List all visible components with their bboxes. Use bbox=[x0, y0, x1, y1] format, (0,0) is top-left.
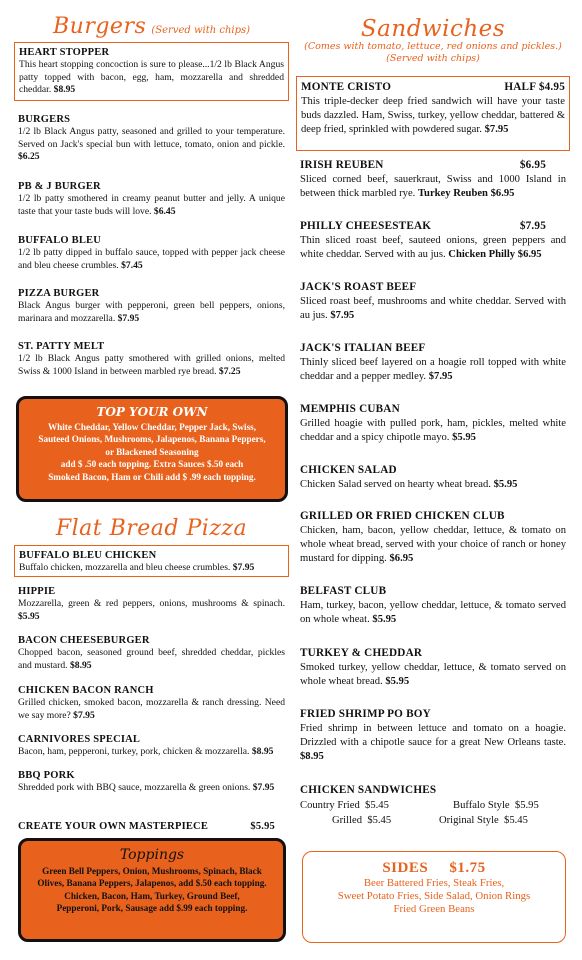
sandwiches-title: Sandwiches bbox=[360, 16, 506, 42]
item-price: $7.95 bbox=[428, 371, 453, 382]
item-name: CREATE YOUR OWN MASTERPIECE bbox=[18, 821, 209, 832]
menu-item bbox=[296, 646, 570, 689]
chicken-option: Buffalo Style $5.95 bbox=[453, 800, 539, 811]
item-name: GRILLED OR FRIED CHICKEN CLUB bbox=[300, 510, 505, 522]
item-price: $5.95 bbox=[385, 676, 410, 687]
item-desc: Chopped bacon, seasoned ground beef, shredded cheddar, pickles and mustard. bbox=[18, 647, 285, 671]
item-name: MONTE CRISTO bbox=[301, 81, 392, 93]
item-price-label: HALF bbox=[504, 81, 536, 93]
item-desc: Chicken Salad served on hearty wheat bread. bbox=[300, 479, 491, 490]
item-desc: Grilled hoagie with pulled pork, ham, pickles, melted white cheddar and a spicy chipotle mayo. bbox=[300, 418, 566, 443]
item-name: CHICKEN SANDWICHES bbox=[300, 784, 437, 796]
burgers-title: Burgers bbox=[52, 14, 147, 39]
menu-item bbox=[14, 585, 289, 623]
flatbread-heading bbox=[14, 516, 289, 541]
sides-box bbox=[302, 851, 566, 943]
item-name: BUFFALO BLEU bbox=[18, 235, 102, 246]
chicken-option: Grilled $5.45 bbox=[332, 815, 392, 826]
item-price: $8.95 bbox=[53, 84, 76, 96]
chicken-option: Original Style $5.45 bbox=[439, 815, 528, 826]
item-desc: Chicken, ham, bacon, yellow cheddar, lettuce, & tomato on whole wheat bread, served with your choice of ranch or honey mustard for dipping. bbox=[300, 525, 566, 564]
item-name: PHILLY CHEESESTEAK bbox=[300, 220, 432, 232]
item-name: MEMPHIS CUBAN bbox=[300, 403, 400, 415]
item-name: BELFAST CLUB bbox=[300, 585, 387, 597]
item-price: $7.95 bbox=[117, 312, 140, 324]
toppings-title: Toppings bbox=[119, 847, 185, 863]
item-name: BUFFALO BLEU CHICKEN bbox=[19, 550, 157, 561]
menu-item bbox=[14, 733, 289, 759]
item-name: ST. PATTY MELT bbox=[18, 341, 105, 352]
promo-line: Smoked Bacon, Ham or Chili add $ .99 each topping. bbox=[48, 471, 256, 482]
menu-item bbox=[14, 340, 289, 378]
menu-item bbox=[296, 402, 570, 445]
item-name: CHICKEN BACON RANCH bbox=[18, 685, 154, 696]
item-name: JACK'S ITALIAN BEEF bbox=[300, 342, 426, 354]
menu-item bbox=[14, 180, 289, 218]
toppings-line: Green Bell Peppers, Onion, Mushrooms, Spinach, Black bbox=[42, 866, 262, 876]
item-price: $7.95 bbox=[252, 782, 275, 793]
item-desc: Thin sliced roast beef, sauteed onions, green peppers and white cheddar. Served with au jus. bbox=[300, 235, 566, 260]
item-name: TURKEY & CHEDDAR bbox=[300, 647, 423, 659]
item-name: BURGERS bbox=[18, 114, 71, 125]
menu-item bbox=[296, 341, 570, 384]
menu-item bbox=[296, 219, 570, 262]
menu-item bbox=[14, 234, 289, 272]
item-alt-name: Chicken Philly bbox=[448, 249, 516, 260]
item-desc: Mozzarella, green & red peppers, onions, mushrooms & spinach. bbox=[18, 598, 285, 609]
item-desc: Buffalo chicken, mozzarella and bleu cheese crumbles. bbox=[19, 562, 231, 573]
menu-item bbox=[296, 509, 570, 566]
menu-item bbox=[296, 584, 570, 627]
item-desc: 1/2 lb Black Angus patty smothered with grilled onions, melted Swiss & 1000 Island in between marbled rye bread. bbox=[18, 353, 285, 377]
sandwiches-subtitle-line1: (Comes with tomato, lettuce, red onions and pickles.) bbox=[304, 41, 562, 52]
sandwiches-heading bbox=[296, 16, 570, 42]
sandwiches-subtitle-line2: (Served with chips) bbox=[386, 53, 480, 64]
menu-item bbox=[14, 113, 289, 164]
item-desc: This heart stopping concoction is sure to please...1/2 lb Black Angus patty topped with bacon, egg, ham, mozzarella and shredded cheddar. bbox=[19, 59, 284, 96]
item-price: $7.95 bbox=[232, 562, 255, 573]
item-name: CARNIVORES SPECIAL bbox=[18, 734, 141, 745]
item-price: $5.95 bbox=[250, 821, 275, 832]
promo-line: White Cheddar, Yellow Cheddar, Pepper Jack, Swiss, bbox=[47, 422, 257, 432]
sides-line: Beer Battered Fries, Steak Fries, bbox=[363, 877, 505, 889]
item-desc: Bacon, ham, pepperoni, turkey, pork, chicken & mozzarella. bbox=[18, 746, 250, 757]
menu-item bbox=[14, 287, 289, 325]
sandwiches-subtitle bbox=[296, 41, 570, 65]
item-name: JACK'S ROAST BEEF bbox=[300, 281, 417, 293]
item-price: $7.95 bbox=[484, 124, 509, 135]
sides-line: Fried Green Beans bbox=[393, 903, 475, 915]
item-alt-price: $6.95 bbox=[490, 188, 515, 199]
flatbread-title: Flat Bread Pizza bbox=[55, 516, 248, 541]
item-desc: Ham, turkey, bacon, yellow cheddar, lettuce, & tomato served on whole wheat. bbox=[300, 600, 566, 625]
promo-line: or Blackened Seasoning bbox=[105, 446, 199, 457]
item-desc: Fried shrimp in between lettuce and tomato on a hoagie. Drizzled with a chipotle sauce for a great New Orleans taste. bbox=[300, 723, 566, 748]
chicken-options bbox=[300, 798, 566, 828]
menu-item bbox=[296, 76, 570, 151]
item-desc: Sliced roast beef, mushrooms and white cheddar. Served with au jus. bbox=[300, 296, 566, 321]
item-desc: 1/2 lb Black Angus patty, seasoned and grilled to your temperature. Served on Jack's special bun with lettuce, tomato, onion and pickle. bbox=[18, 126, 285, 150]
item-desc: 1/2 lb patty smothered in creamy peanut butter and jelly. A unique taste that your taste buds will love. bbox=[18, 193, 285, 217]
item-desc: Grilled chicken, smoked bacon, mozzarella & ranch dressing. Need we say more? bbox=[18, 697, 285, 721]
item-price: $7.95 bbox=[519, 220, 546, 232]
toppings-line: Olives, Banana Peppers, Jalapenos, add $.50 each topping. bbox=[37, 878, 267, 889]
item-desc: Shredded pork with BBQ sauce, mozzarella & green onions. bbox=[18, 782, 251, 793]
item-desc: Black Angus burger with pepperoni, green bell peppers, onions, marinara and mozzarella. bbox=[18, 300, 285, 324]
menu-item bbox=[14, 634, 289, 672]
item-name: BACON CHEESEBURGER bbox=[18, 635, 150, 646]
chicken-option: Country Fried $5.45 bbox=[300, 800, 389, 811]
promo-line: add $ .50 each topping. Extra Sauces $.50 each bbox=[60, 459, 244, 470]
sides-title: SIDES bbox=[382, 860, 429, 876]
menu-item bbox=[14, 545, 289, 577]
menu-item bbox=[14, 769, 289, 795]
item-price: $5.95 bbox=[452, 432, 476, 443]
menu-item bbox=[296, 158, 570, 201]
toppings-line: Chicken, Bacon, Ham, Turkey, Ground Beef, bbox=[64, 890, 240, 901]
promo-line: Sauteed Onions, Mushrooms, Jalapenos, Banana Peppers, bbox=[38, 434, 266, 445]
item-price: $6.45 bbox=[153, 205, 176, 217]
burgers-subtitle: (Served with chips) bbox=[151, 25, 251, 36]
item-alt-name: Turkey Reuben bbox=[417, 188, 488, 199]
item-price: $5.95 bbox=[18, 610, 40, 622]
item-price: $8.95 bbox=[69, 659, 92, 671]
menu-item bbox=[14, 684, 289, 722]
item-price: $7.45 bbox=[121, 259, 143, 271]
menu-item bbox=[296, 463, 570, 492]
item-name: CHICKEN SALAD bbox=[300, 464, 397, 476]
item-name: HIPPIE bbox=[18, 586, 56, 597]
item-price: $8.95 bbox=[251, 746, 274, 757]
top-your-own-box bbox=[16, 396, 288, 502]
menu-item bbox=[296, 280, 570, 323]
menu-item bbox=[14, 42, 289, 101]
chicken-sandwiches bbox=[296, 783, 570, 828]
item-desc: Sliced corned beef, sauerkraut, Swiss and 1000 Island in between thick marbled rye. bbox=[300, 174, 566, 199]
sides-price: $1.75 bbox=[449, 860, 486, 876]
item-alt-price: $6.95 bbox=[517, 249, 542, 260]
item-price: $7.95 bbox=[330, 310, 355, 321]
top-your-own-title: TOP YOUR OWN bbox=[96, 405, 208, 419]
toppings-box bbox=[18, 838, 286, 942]
item-desc: This triple-decker deep fried sandwich will have your taste buds dazzled. Ham, Swiss, turkey, yellow cheddar, battered & deep fried, sprinkled with powdered sugar. bbox=[301, 96, 565, 135]
item-name: PIZZA BURGER bbox=[18, 288, 100, 299]
item-price: $5.95 bbox=[372, 614, 397, 625]
burgers-heading bbox=[14, 14, 289, 39]
toppings-line: Pepperoni, Pork, Sausage add $.99 each topping. bbox=[56, 903, 248, 914]
sides-line: Sweet Potato Fries, Side Salad, Onion Rings bbox=[337, 890, 531, 902]
item-price: $4.95 bbox=[538, 81, 565, 93]
item-price: $6.95 bbox=[519, 159, 546, 171]
item-name: BBQ PORK bbox=[18, 770, 75, 781]
item-price: $7.25 bbox=[218, 365, 241, 377]
item-price: $8.95 bbox=[300, 751, 324, 762]
item-name: FRIED SHRIMP PO BOY bbox=[300, 708, 431, 720]
menu-item bbox=[14, 820, 289, 833]
item-name: PB & J BURGER bbox=[18, 181, 101, 192]
item-price: $6.95 bbox=[389, 553, 414, 564]
item-price: $5.95 bbox=[493, 479, 518, 490]
item-desc: Smoked turkey, yellow cheddar, lettuce, & tomato served on whole wheat bread. bbox=[300, 662, 566, 687]
item-price: $7.95 bbox=[73, 709, 95, 721]
item-name: HEART STOPPER bbox=[19, 47, 110, 58]
item-desc: 1/2 lb patty dipped in buffalo sauce, topped with pepper jack cheese and bleu cheese crumbles. bbox=[18, 247, 285, 271]
item-desc: Thinly sliced beef layered on a hoagie roll topped with white cheddar and a pepper medley. bbox=[300, 357, 566, 382]
menu-item bbox=[296, 707, 570, 764]
item-price: $6.25 bbox=[18, 151, 40, 163]
item-name: IRISH REUBEN bbox=[300, 159, 384, 171]
